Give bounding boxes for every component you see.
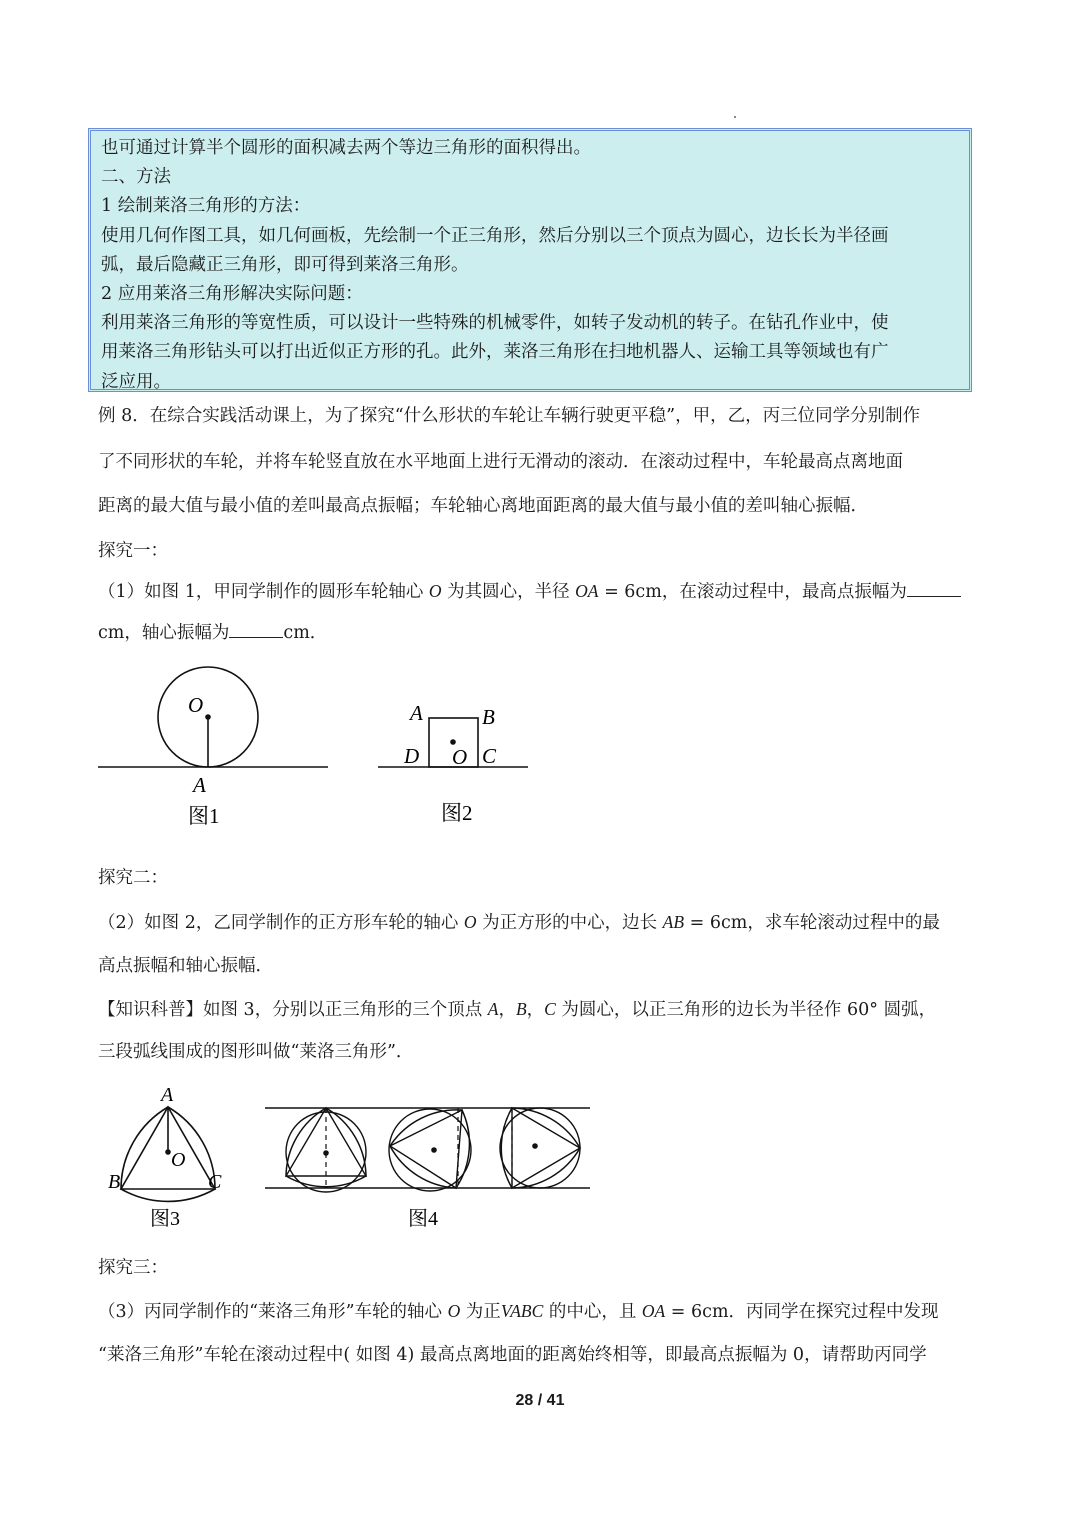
explore2-title: 探究二：	[98, 868, 168, 888]
fig1-caption: 图1	[188, 804, 220, 828]
box-line-8: 用莱洛三角形钻头可以打出近似正方形的孔。此外，莱洛三角形在扫地机器人、运输工具等领域也有广	[101, 342, 889, 363]
q2-text-b: 为正方形的中心，边长	[476, 913, 663, 933]
q1-text-c: = 6cm，在滚动过程中，最高点振幅为	[598, 582, 907, 602]
box-line-7: 利用莱洛三角形的等宽性质，可以设计一些特殊的机械零件，如转子发动机的转子。在钻孔作业中，使	[101, 313, 889, 334]
example-line-1: 例 8．在综合实践活动课上，为了探究“什么形状的车轮让车辆行驶更平稳”，甲，乙，丙三位同学分别制作	[98, 406, 921, 426]
speck	[734, 116, 736, 118]
figure-4	[265, 1108, 590, 1230]
explore3-title: 探究三：	[98, 1258, 168, 1278]
science-text-b: 为圆心，以正三角形的边长为半径作 60° 圆弧，	[555, 1000, 937, 1020]
question-2-line-2: 高点振幅和轴心振幅．	[98, 956, 273, 976]
q1-var-o: O	[428, 581, 442, 601]
q2-text-c: = 6cm，求车轮滚动过程中的最	[684, 913, 940, 933]
q1-text-b: 为其圆心，半径	[441, 582, 576, 602]
answer-blank-2[interactable]	[229, 621, 283, 638]
square-center-o	[450, 739, 456, 745]
q2-var-o: O	[463, 912, 477, 932]
box-line-4: 使用几何作图工具，如几何画板，先绘制一个正三角形，然后分别以三个顶点为圆心，边长长为半径画	[101, 225, 889, 246]
science-line-2: 三段弧线围成的图形叫做“莱洛三角形”．	[98, 1042, 414, 1062]
question-2-line-1	[98, 910, 940, 935]
q1-text-e: cm．	[283, 623, 328, 643]
fig3-label-o: O	[171, 1149, 186, 1171]
q2-var-ab: AB	[662, 912, 685, 932]
explore1-title: 探究一：	[98, 541, 168, 561]
fig3-label-a: A	[161, 1084, 174, 1106]
q1-text-a: （1）如图 1，甲同学制作的圆形车轮轴心	[98, 582, 429, 602]
center-position-1	[323, 1150, 329, 1156]
question-1-line-1	[98, 579, 961, 604]
figures-3-4	[100, 1080, 600, 1240]
center-position-2	[431, 1147, 437, 1153]
q3-text-d: = 6cm．丙同学在探究过程中发现	[665, 1302, 939, 1322]
box-line-9: 泛应用。	[101, 371, 171, 392]
center-point-o	[205, 714, 211, 720]
science-line-1	[98, 997, 936, 1022]
fig2-caption: 图2	[441, 801, 473, 825]
science-var-b: B	[515, 999, 527, 1019]
box-line-1: 也可通过计算半个圆形的面积减去两个等边三角形的面积得出。	[101, 138, 591, 158]
fig4-caption: 图4	[408, 1208, 438, 1230]
q3-var-o: O	[447, 1301, 461, 1321]
q3-var-oa: OA	[641, 1301, 666, 1321]
question-3-line-2: “莱洛三角形”车轮在滚动过程中( 如图 4) 最高点离地面的距离始终相等，即最高点振幅为 0，请帮助丙同学	[98, 1345, 927, 1365]
box-line-6: 2 应用莱洛三角形解决实际问题：	[101, 284, 363, 305]
triangle-position-3	[512, 1108, 580, 1188]
fig3-label-b: B	[108, 1171, 121, 1193]
method-box	[88, 128, 972, 392]
fig2-label-d: D	[404, 744, 420, 768]
science-text-a: 【知识科普】如图 3，分别以正三角形的三个顶点	[98, 1000, 488, 1020]
figure-2	[378, 701, 528, 825]
page-number: 28 / 41	[515, 1392, 565, 1409]
question-3-line-1	[98, 1299, 939, 1324]
q3-var-triangle: VABC	[500, 1301, 544, 1321]
figure-3	[108, 1084, 222, 1230]
figures-1-2	[90, 660, 550, 840]
example-line-2: 了不同形状的车轮，并将车轮竖直放在水平地面上进行无滑动的滚动．在滚动过程中，车轮最高点离地面	[98, 452, 903, 472]
fig2-label-c: C	[482, 744, 497, 768]
box-line-5: 弧，最后隐藏正三角形，即可得到莱洛三角形。	[101, 254, 469, 275]
q3-text-b: 为正	[460, 1302, 501, 1322]
science-sep-2: ，	[526, 1000, 545, 1020]
question-1-line-2	[98, 621, 327, 645]
fig3-caption: 图3	[150, 1208, 180, 1230]
fig2-label-b: B	[482, 705, 495, 729]
science-var-c: C	[544, 999, 556, 1019]
fig1-label-a: A	[193, 773, 206, 797]
q3-text-a: （3）丙同学制作的“莱洛三角形”车轮的轴心	[98, 1302, 448, 1322]
science-var-a: A	[487, 999, 499, 1019]
fig2-label-o: O	[452, 745, 468, 769]
answer-blank-1[interactable]	[907, 580, 961, 597]
box-line-2: 二、方法	[101, 167, 171, 188]
fig2-label-a: A	[410, 701, 423, 725]
q1-var-oa: OA	[575, 581, 599, 601]
q3-text-c: 的中心，且	[543, 1302, 642, 1322]
q2-text-a: （2）如图 2，乙同学制作的正方形车轮的轴心	[98, 913, 464, 933]
example-line-3: 距离的最大值与最小值的差叫最高点振幅；车轮轴心离地面距离的最大值与最小值的差叫轴心振幅．	[98, 496, 868, 516]
center-position-3	[532, 1143, 538, 1149]
fig3-label-c: C	[208, 1171, 222, 1193]
science-sep-1: ，	[498, 1000, 516, 1020]
fig1-label-o: O	[188, 693, 204, 717]
fig3-center-o	[165, 1149, 171, 1155]
q1-text-d: cm，轴心振幅为	[98, 623, 230, 643]
box-line-3: 1 绘制莱洛三角形的方法：	[101, 196, 311, 217]
figure-1	[98, 667, 328, 828]
